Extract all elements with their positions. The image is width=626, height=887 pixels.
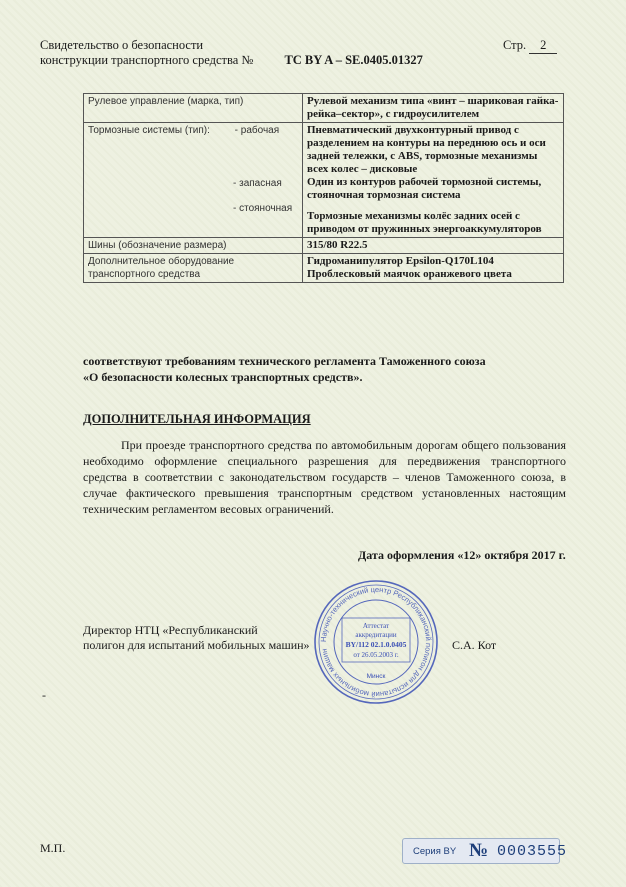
additional-info-title: ДОПОЛНИТЕЛЬНАЯ ИНФОРМАЦИЯ: [83, 412, 311, 426]
equipment-value-1: Гидроманипулятор Epsilon-Q170L104: [307, 255, 494, 267]
conformity-line-2: «О безопасности колесных транспортных средств».: [83, 370, 363, 384]
equipment-label: Дополнительное оборудование транспортного средства: [84, 254, 303, 283]
conformity-line-1: соответствуют требованиям технического регламента Таможенного союза: [83, 354, 486, 368]
brakes-working-value: Пневматический двухконтурный привод с разделением на контуры на переднюю ось и оси задней тележки, с ABS, тормозные механизмы всех колес – дисковые: [307, 124, 546, 175]
header-line-1: Свидетельство о безопасности: [40, 38, 204, 52]
brakes-label-cell: [84, 123, 303, 238]
specification-table: [83, 93, 564, 283]
tires-label: Шины (обозначение размера): [84, 238, 303, 254]
tires-value: 315/80 R22.5: [303, 238, 564, 254]
brakes-value-cell: [303, 123, 564, 238]
header-line-2-text: конструкции транспортного средства №: [40, 53, 254, 67]
signature-line-1: Директор НТЦ «Республиканский: [83, 623, 258, 637]
brakes-label: Тормозные системы (тип):: [88, 125, 210, 136]
table-row: [84, 254, 564, 283]
official-seal: [312, 578, 440, 706]
seal-line-1: Аттестат: [362, 622, 390, 630]
additional-info-text: При проезде транспортного средства по автомобильным дорогам общего пользования необходимо оформление специального разрешения для передвижения транспортного средства в соответствии с законодательством государств – членов Таможенного союза, в случае фактического превышения транспортным средством установленных настоящим техническим регламентом весовых ограничений.: [83, 438, 566, 516]
brakes-spare-label: - запасная: [233, 178, 282, 189]
brakes-spare-value: Один из контуров рабочей тормозной системы, стояночная тормозная система: [307, 176, 542, 201]
seal-line-3: BY/112 02.1.0.0405: [345, 640, 407, 649]
margin-dash: -: [42, 688, 46, 702]
signature-line-2: полигон для испытаний мобильных машин»: [83, 638, 310, 652]
series-number-box: [402, 838, 568, 864]
page-number: [503, 38, 557, 54]
series-number: 0003555: [497, 843, 568, 860]
brakes-parking-label: - стояночная: [233, 203, 293, 214]
brakes-working-label: - рабочая: [234, 125, 280, 136]
table-row: [84, 94, 564, 123]
seal-line-2: аккредитации: [355, 631, 397, 639]
brakes-parking-value: Тормозные механизмы колёс задних осей с приводом от пружинных энергоаккумуляторов: [307, 210, 542, 235]
signer-name: С.А. Кот: [452, 638, 497, 652]
seal-place-label: М.П.: [40, 841, 66, 855]
table-row: [84, 238, 564, 254]
steering-label: Рулевое управление (марка, тип): [84, 94, 303, 123]
document-header: [40, 38, 423, 68]
series-label: Серия BY: [413, 846, 457, 857]
seal-city: Минск: [366, 673, 386, 680]
table-row: [84, 123, 564, 238]
equipment-value-cell: [303, 254, 564, 283]
equipment-value-2: Проблесковый маячок оранжевого цвета: [307, 268, 512, 280]
header-line-2: [40, 53, 423, 68]
conformity-statement: [83, 353, 486, 385]
seal-ring-text: Научно-технический центр Республиканский полигон для испытаний мобильных машин: [318, 584, 434, 700]
number-sign: №: [469, 840, 489, 861]
signature-block: [83, 623, 310, 653]
page-label: Стр.: [503, 38, 527, 52]
issue-date: Дата оформления «12» октября 2017 г.: [358, 548, 566, 562]
certificate-number: ТС BY A – SE.0405.01327: [284, 53, 423, 67]
seal-line-4: от 26.05.2003 г.: [353, 651, 399, 659]
steering-value: Рулевой механизм типа «винт – шариковая гайка-рейка–сектор», с гидроусилителем: [303, 94, 564, 123]
page-number-value: 2: [529, 38, 557, 54]
